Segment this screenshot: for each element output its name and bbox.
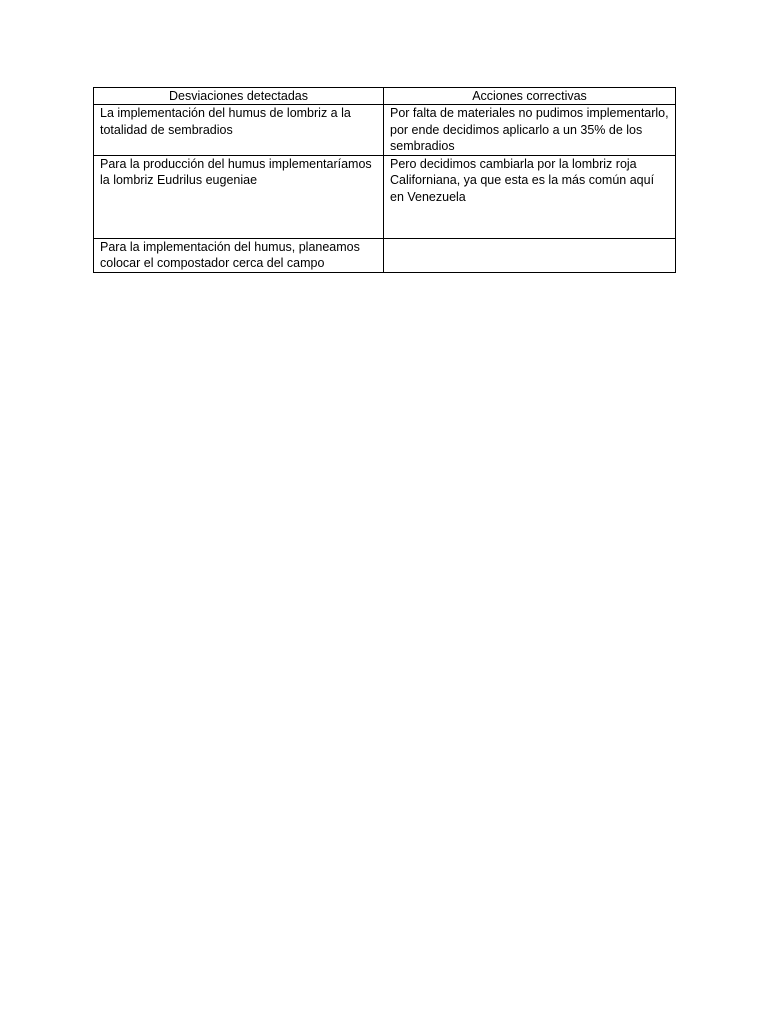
- table-row: [94, 238, 676, 272]
- action-cell: [384, 238, 676, 272]
- deviations-table: [93, 87, 676, 273]
- action-cell: Por falta de materiales no pudimos implementarlo, por ende decidimos aplicarlo a un 35% de los sembradios: [384, 105, 676, 156]
- table-header: [94, 88, 676, 105]
- action-cell: Pero decidimos cambiarla por la lombriz roja Californiana, ya que esta es la más común aquí en Venezuela: [384, 155, 676, 238]
- table-row: [94, 155, 676, 238]
- deviation-cell: La implementación del humus de lombriz a la totalidad de sembradios: [94, 105, 384, 156]
- column-header-deviations: Desviaciones detectadas: [94, 88, 384, 105]
- table-row: [94, 105, 676, 156]
- header-row: [94, 88, 676, 105]
- table-body: [94, 105, 676, 273]
- deviation-cell: Para la implementación del humus, planeamos colocar el compostador cerca del campo: [94, 238, 384, 272]
- deviation-cell: Para la producción del humus implementaríamos la lombriz Eudrilus eugeniae: [94, 155, 384, 238]
- column-header-actions: Acciones correctivas: [384, 88, 676, 105]
